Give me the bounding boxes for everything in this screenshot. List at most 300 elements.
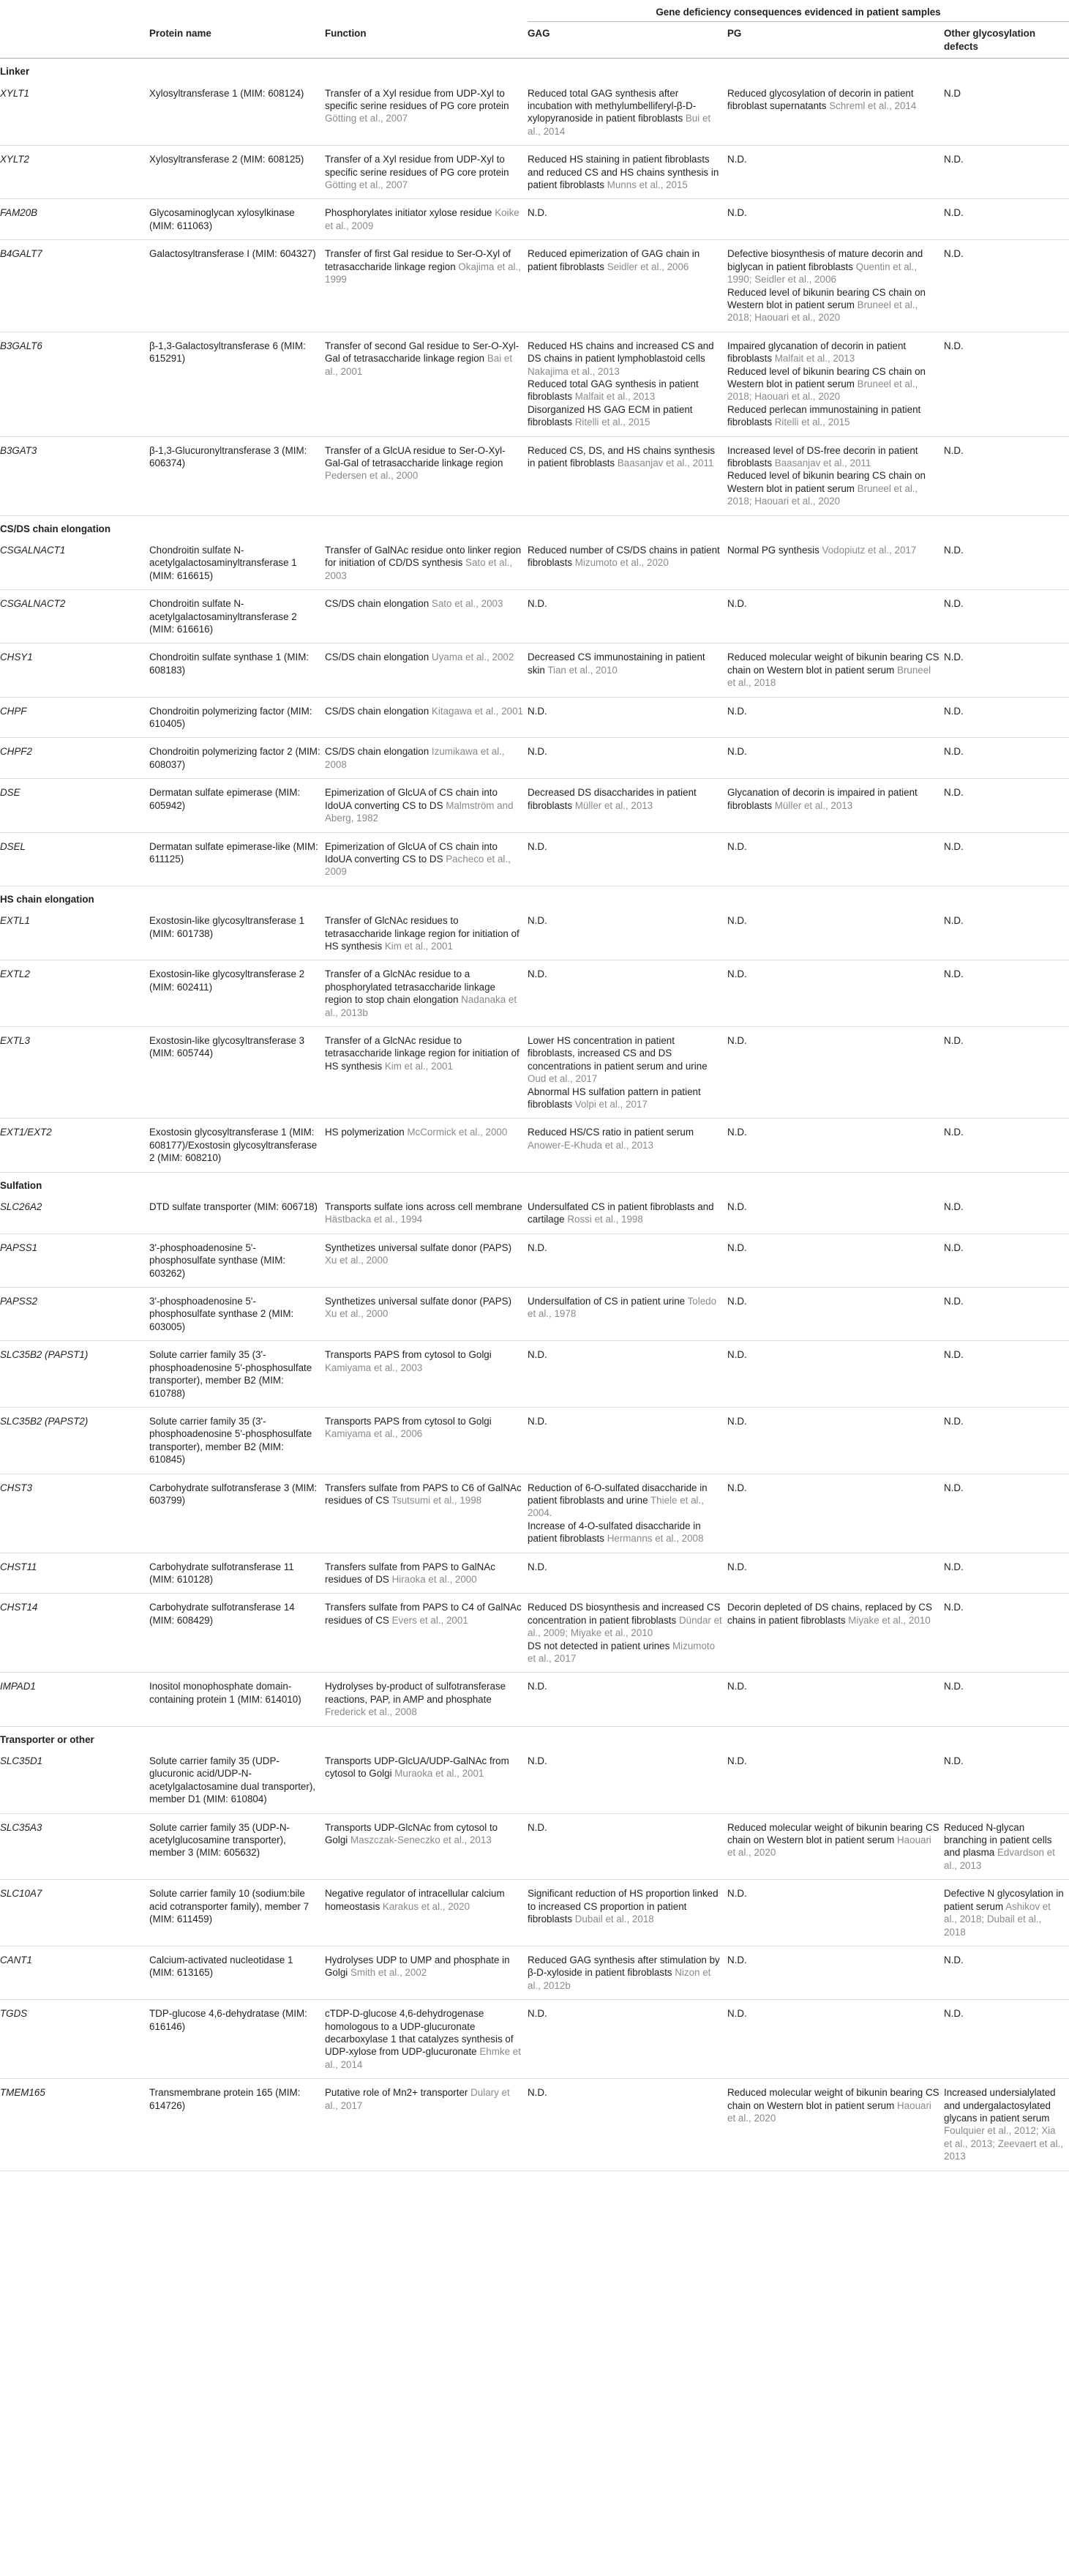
gag-entry <box>528 786 723 812</box>
function-entry-citation: Evers et al., 2001 <box>391 1614 468 1626</box>
pg-entry <box>727 1242 939 1254</box>
gag-entry-text: Reduced CS, DS, and HS chains synthesis in patient fibroblasts <box>528 444 716 468</box>
gag-entry <box>528 1887 723 1925</box>
function-entry <box>325 2007 523 2071</box>
protein-cell: Solute carrier family 35 (3'-phosphoadenosine 5'-phosphosulfate transporter), member B2 (MIM: 610788) <box>149 1341 325 1408</box>
other-entry-citation: Ashikov et al., 2018; Dubail et al., 2018 <box>944 1900 1051 1938</box>
pg-cell <box>727 1026 944 1118</box>
pg-entry-text: N.D. <box>727 968 747 980</box>
protein-cell: Calcium-activated nucleotidase 1 (MIM: 613165) <box>149 1946 325 1999</box>
function-entry-citation: Sato et al., 2003 <box>325 557 513 581</box>
function-cell <box>325 1233 528 1287</box>
gag-entry-citation: Müller et al., 2013 <box>574 799 653 811</box>
other-cell <box>944 2000 1069 2079</box>
pg-entry-text: Decorin depleted of DS chains, replaced by CS chains in patient fibroblasts <box>727 1602 932 1626</box>
gene-cell: CHPF2 <box>0 738 149 779</box>
function-cell <box>325 1026 528 1118</box>
gag-entry-text: Increase of 4-O-sulfated disaccharide in patient fibroblasts <box>528 1520 701 1545</box>
other-cell <box>944 1946 1069 1999</box>
function-cell <box>325 738 528 779</box>
other-entry-text: N.D. <box>944 968 964 980</box>
gene-cell: CANT1 <box>0 1946 149 1999</box>
gag-entry-text: N.D. <box>528 598 547 610</box>
protein-cell: β-1,3-Galactosyltransferase 6 (MIM: 615291) <box>149 332 325 436</box>
function-cell <box>325 1594 528 1673</box>
pg-entry-text: N.D. <box>727 1296 747 1307</box>
gag-entry-citation: Dündar et al., 2009; Miyake et al., 2010 <box>528 1614 722 1639</box>
other-entry-citation: Edvardson et al., 2013 <box>944 1847 1055 1871</box>
other-cell <box>944 738 1069 779</box>
pg-entry-text: N.D. <box>727 1482 747 1493</box>
section-header-row <box>0 1726 1069 1747</box>
gag-entry-text: N.D. <box>528 2087 547 2099</box>
other-cell <box>944 907 1069 960</box>
gag-entry-text: N.D. <box>528 1821 547 1833</box>
protein-cell: Solute carrier family 35 (UDP-glucuronic acid/UDP-N-acetylgalactosamine dual transporter), member D1 (MIM: 610804) <box>149 1747 325 1813</box>
gag-cell <box>528 146 727 199</box>
pg-entry <box>727 1755 939 1767</box>
gene-cell: CHPF <box>0 697 149 738</box>
function-entry-text: Transports UDP-GlcUA/UDP-GalNAc from cytosol to Golgi <box>325 1755 509 1780</box>
other-entry-text: N.D. <box>944 915 964 927</box>
other-entry-text: N.D. <box>944 1755 964 1767</box>
pg-entry-citation: Quentin et al., 1990; Seidler et al., 2006 <box>727 261 918 285</box>
protein-cell: Chondroitin polymerizing factor (MIM: 610405) <box>149 697 325 738</box>
gag-cell <box>528 436 727 515</box>
gag-cell <box>528 199 727 240</box>
function-entry-text: Transports PAPS from cytosol to Golgi <box>325 1415 492 1427</box>
function-entry-text: cTDP-D-glucose 4,6-dehydrogenase homologous to a UDP-glucuronate decarboxylase 1 that catalyzes synthesis of UDP-xylose from UDP-glucuronate <box>325 2008 514 2058</box>
pg-cell <box>727 1341 944 1408</box>
gag-entry-text: Disorganized HS GAG ECM in patient fibroblasts <box>528 403 693 428</box>
function-entry-citation: Izumikawa et al., 2008 <box>325 746 505 770</box>
gag-entry-text: N.D. <box>528 207 547 219</box>
gag-entry <box>528 206 723 219</box>
pg-entry-citation: Müller et al., 2013 <box>774 799 853 811</box>
gag-entry <box>528 597 723 610</box>
pg-entry <box>727 1295 939 1307</box>
table-row <box>0 1946 1069 1999</box>
other-cell <box>944 1594 1069 1673</box>
gag-cell <box>528 1119 727 1172</box>
function-entry-text: HS polymerization <box>325 1127 405 1138</box>
gag-entry <box>528 1415 723 1427</box>
table-row <box>0 1673 1069 1726</box>
pg-entry-text: N.D. <box>727 2008 747 2020</box>
table-row <box>0 643 1069 697</box>
other-entry-text: N.D. <box>944 705 964 717</box>
gag-entry-text: N.D. <box>528 840 547 852</box>
function-entry-citation: Pacheco et al., 2009 <box>325 853 511 878</box>
function-entry <box>325 444 523 482</box>
pg-cell <box>727 1288 944 1341</box>
other-entry-text: N.D. <box>944 340 964 351</box>
pg-entry <box>727 286 939 324</box>
pg-entry-text: Reduced molecular weight of bikunin bearing CS chain on Western blot in patient serum <box>727 1821 939 1846</box>
gag-entry-text: Reduced number of CS/DS chains in patient fibroblasts <box>528 545 720 569</box>
pg-entry-text: N.D. <box>727 1415 747 1427</box>
other-cell <box>944 537 1069 590</box>
gag-entry-text: N.D. <box>528 1755 547 1767</box>
gene-cell: CHSY1 <box>0 643 149 697</box>
gag-entry-text: DS not detected in patient urines <box>528 1640 670 1651</box>
pg-entry-text: N.D. <box>727 1034 747 1046</box>
gag-entry <box>528 745 723 758</box>
gag-entry-citation: Mizumoto et al., 2020 <box>574 557 669 569</box>
gag-entry-citation: Thiele et al., 2004. <box>528 1494 704 1519</box>
function-entry <box>325 1482 523 1507</box>
function-entry-citation: Uyama et al., 2002 <box>431 652 514 663</box>
gag-entry <box>528 1680 723 1692</box>
pg-entry-text: N.D. <box>727 1127 747 1138</box>
protein-cell: Dermatan sulfate epimerase-like (MIM: 611125) <box>149 832 325 886</box>
function-entry <box>325 1887 523 1913</box>
function-entry-text: Transfer of a GlcNAc residue to a phosphorylated tetrasaccharide linkage region to stop chain elongation <box>325 968 495 1006</box>
pg-entry <box>727 206 939 219</box>
function-entry-citation: Kamiyama et al., 2003 <box>325 1362 423 1373</box>
other-entry-text: N.D. <box>944 1201 964 1213</box>
function-entry-text: Transports UDP-GlcNAc from cytosol to Golgi <box>325 1821 498 1846</box>
pg-entry-text: N.D. <box>727 1349 747 1361</box>
gene-cell: SLC35A3 <box>0 1813 149 1880</box>
function-entry <box>325 2086 523 2112</box>
gag-entry-text: Reduced epimerization of GAG chain in patient fibroblasts <box>528 248 700 272</box>
function-entry-text: Transfer of first Gal residue to Ser-O-Xyl of tetrasaccharide linkage region <box>325 248 511 272</box>
function-entry-citation: Maszczak-Seneczko et al., 2013 <box>350 1834 492 1846</box>
pg-cell <box>727 1233 944 1287</box>
other-cell <box>944 1026 1069 1118</box>
function-cell <box>325 146 528 199</box>
other-cell <box>944 1193 1069 1233</box>
gag-entry <box>528 340 723 378</box>
gag-entry <box>528 1348 723 1361</box>
pg-entry-text: N.D. <box>727 1888 747 1900</box>
gene-cell: SLC10A7 <box>0 1880 149 1946</box>
function-entry-citation: Frederick et al., 2008 <box>325 1706 417 1718</box>
gene-cell: EXTL3 <box>0 1026 149 1118</box>
pg-cell <box>727 1193 944 1233</box>
gene-cell: PAPSS1 <box>0 1233 149 1287</box>
pg-cell <box>727 2000 944 2079</box>
pg-entry-text: N.D. <box>727 1201 747 1213</box>
table-row <box>0 1288 1069 1341</box>
function-cell <box>325 1193 528 1233</box>
gag-entry <box>528 403 723 429</box>
gag-entry <box>528 968 723 980</box>
protein-cell: Dermatan sulfate epimerase (MIM: 605942) <box>149 779 325 832</box>
protein-cell: Galactosyltransferase I (MIM: 604327) <box>149 240 325 332</box>
gag-entry <box>528 87 723 138</box>
function-entry-text: Transfer of a Xyl residue from UDP-Xyl to specific serine residues of PG core protein <box>325 87 509 112</box>
pg-entry-citation: Haouari et al., 2020 <box>727 1834 931 1859</box>
other-entry <box>944 1887 1065 1938</box>
pg-entry-text: Reduced level of bikunin bearing CS chain on Western blot in patient serum <box>727 286 926 310</box>
gag-entry-citation: Hermanns et al., 2008 <box>607 1533 704 1545</box>
function-entry-text: Synthetizes universal sulfate donor (PAPS) <box>325 1242 512 1253</box>
gag-cell <box>528 738 727 779</box>
pg-cell <box>727 537 944 590</box>
function-entry-text: Transfer of GalNAc residue onto linker region for initiation of CD/DS synthesis <box>325 545 522 569</box>
protein-cell: Chondroitin polymerizing factor 2 (MIM: 608037) <box>149 738 325 779</box>
other-cell <box>944 1341 1069 1408</box>
table-row <box>0 832 1069 886</box>
pg-cell <box>727 80 944 146</box>
function-entry <box>325 1201 523 1226</box>
gag-entry-text: N.D. <box>528 746 547 758</box>
function-cell <box>325 2000 528 2079</box>
table-row <box>0 590 1069 643</box>
gag-entry-citation: Malfait et al., 2013 <box>574 391 656 403</box>
gag-cell <box>528 332 727 436</box>
pg-entry-text: N.D. <box>727 1755 747 1767</box>
pg-entry-text: N.D. <box>727 1681 747 1692</box>
gag-cell <box>528 1474 727 1553</box>
protein-cell: Exostosin-like glycosyltransferase 1 (MIM: 601738) <box>149 907 325 960</box>
function-cell <box>325 1119 528 1172</box>
gene-cell: IMPAD1 <box>0 1673 149 1726</box>
section-header-row <box>0 515 1069 537</box>
gene-cell: CSGALNACT2 <box>0 590 149 643</box>
function-entry-text: Transfer of a GlcUA residue to Ser-O-Xyl-Gal-Gal of tetrasaccharide linkage region <box>325 444 506 468</box>
function-entry-text: Transports PAPS from cytosol to Golgi <box>325 1349 492 1361</box>
gag-cell <box>528 779 727 832</box>
pg-entry <box>727 544 939 556</box>
function-entry <box>325 1954 523 1979</box>
gag-entry-citation: Munns et al., 2015 <box>607 179 688 191</box>
pg-entry <box>727 1821 939 1859</box>
gag-cell <box>528 1673 727 1726</box>
other-entry-text: Increased undersialylated and undergalactosylated glycans in patient serum <box>944 2087 1056 2124</box>
pg-entry <box>727 87 939 113</box>
pg-entry <box>727 2007 939 2020</box>
gag-cell <box>528 590 727 643</box>
other-entry-text: N.D. <box>944 207 964 219</box>
gag-cell <box>528 832 727 886</box>
pg-entry-text: N.D. <box>727 1561 747 1572</box>
function-entry <box>325 597 523 610</box>
table-row <box>0 2079 1069 2170</box>
function-entry <box>325 1561 523 1586</box>
pg-entry <box>727 651 939 689</box>
function-entry-citation: Dulary et al., 2017 <box>325 2087 510 2111</box>
pg-entry <box>727 1601 939 1627</box>
function-cell <box>325 697 528 738</box>
function-cell <box>325 332 528 436</box>
function-entry-text: CS/DS chain elongation <box>325 705 430 717</box>
gag-entry-text: N.D. <box>528 705 547 717</box>
function-entry <box>325 1295 523 1321</box>
other-entry-text: Defective N glycosylation in patient serum <box>944 1888 1064 1912</box>
pg-cell <box>727 240 944 332</box>
pg-entry <box>727 1034 939 1047</box>
function-entry-text: Transfer of second Gal residue to Ser-O-Xyl-Gal of tetrasaccharide linkage region <box>325 340 520 365</box>
gag-entry-citation: Dubail et al., 2018 <box>574 1914 654 1925</box>
gag-cell <box>528 1233 727 1287</box>
column-header-row <box>0 22 1069 59</box>
pg-entry <box>727 2086 939 2124</box>
function-entry <box>325 745 523 771</box>
other-cell <box>944 1407 1069 1474</box>
function-cell <box>325 779 528 832</box>
other-entry <box>944 1821 1065 1873</box>
function-entry <box>325 206 523 232</box>
function-entry-citation: Karakus et al., 2020 <box>382 1900 470 1912</box>
column-header-other: Other glycosylation defects <box>944 22 1069 59</box>
gag-cell <box>528 1341 727 1408</box>
pg-entry-text: N.D. <box>727 840 747 852</box>
other-cell <box>944 590 1069 643</box>
section-header-row <box>0 1172 1069 1193</box>
function-cell <box>325 80 528 146</box>
pg-entry-text: N.D. <box>727 154 747 165</box>
table-row <box>0 537 1069 590</box>
gag-cell <box>528 1407 727 1474</box>
pg-entry <box>727 1482 939 1494</box>
protein-cell: Xylosyltransferase 2 (MIM: 608125) <box>149 146 325 199</box>
table-row <box>0 80 1069 146</box>
gene-cell: B4GALT7 <box>0 240 149 332</box>
gag-entry-text: Significant reduction of HS proportion linked to increased CS proportion in patient fibroblasts <box>528 1888 719 1925</box>
pg-entry-text: Reduced glycosylation of decorin in patient fibroblast supernatants <box>727 87 914 112</box>
other-cell <box>944 1553 1069 1594</box>
gene-cell: XYLT2 <box>0 146 149 199</box>
pg-entry <box>727 786 939 812</box>
function-entry <box>325 87 523 125</box>
pg-entry <box>727 1561 939 1573</box>
function-cell <box>325 1553 528 1594</box>
other-entry-text: N.D. <box>944 1954 964 1965</box>
pg-entry <box>727 403 939 429</box>
function-cell <box>325 537 528 590</box>
other-entry-citation: Foulquier et al., 2012; Xia et al., 2013; Zeevaert et al., 2013 <box>944 2125 1064 2162</box>
table-row <box>0 1813 1069 1880</box>
pg-entry <box>727 914 939 927</box>
gag-cell <box>528 1026 727 1118</box>
pg-entry <box>727 1348 939 1361</box>
gag-cell <box>528 1594 727 1673</box>
pg-cell <box>727 779 944 832</box>
protein-cell: Carbohydrate sulfotransferase 14 (MIM: 608429) <box>149 1594 325 1673</box>
section-title: CS/DS chain elongation <box>0 523 111 534</box>
gene-cell: CHST11 <box>0 1553 149 1594</box>
other-cell <box>944 1288 1069 1341</box>
pg-entry-text: Impaired glycanation of decorin in patient fibroblasts <box>727 340 907 365</box>
table-body <box>0 59 1069 2170</box>
protein-cell: Solute carrier family 35 (3'-phosphoadenosine 5'-phosphosulfate transporter), member B2 (MIM: 610845) <box>149 1407 325 1474</box>
protein-cell: Glycosaminoglycan xylosylkinase (MIM: 611063) <box>149 199 325 240</box>
protein-cell: Carbohydrate sulfotransferase 3 (MIM: 603799) <box>149 1474 325 1553</box>
pg-cell <box>727 332 944 436</box>
pg-entry-text: Reduced level of bikunin bearing CS chain on Western blot in patient serum <box>727 365 926 389</box>
gag-entry-text: Reduced HS/CS ratio in patient serum <box>528 1127 694 1138</box>
gag-entry-text: Decreased CS immunostaining in patient skin <box>528 652 705 676</box>
gene-cell: TGDS <box>0 2000 149 2079</box>
function-cell <box>325 907 528 960</box>
gag-cell <box>528 907 727 960</box>
gag-entry-text: N.D. <box>528 1681 547 1692</box>
protein-cell: Carbohydrate sulfotransferase 11 (MIM: 610128) <box>149 1553 325 1594</box>
function-entry-text: Epimerization of GlcUA of CS chain into IdoUA converting CS to DS <box>325 840 498 865</box>
group-header: Gene deficiency consequences evidenced in patient samples <box>528 6 1069 22</box>
pg-entry-citation: Baasanjav et al., 2011 <box>774 457 871 468</box>
gag-entry-text: Reduced GAG synthesis after stimulation by β-D-xyloside in patient fibroblasts <box>528 1954 720 1979</box>
other-cell <box>944 1673 1069 1726</box>
function-cell <box>325 436 528 515</box>
gag-entry-text: Decreased DS disaccharides in patient fibroblasts <box>528 787 697 811</box>
function-entry-text: Transfer of a GlcNAc residue to tetrasaccharide linkage region for initiation of HS synthesis <box>325 1034 520 1072</box>
gag-entry <box>528 2007 723 2020</box>
gag-entry-text: N.D. <box>528 1349 547 1361</box>
gag-entry <box>528 1640 723 1665</box>
gag-entry <box>528 1954 723 1992</box>
pg-entry-citation: Schreml et al., 2014 <box>829 100 917 112</box>
function-entry <box>325 786 523 824</box>
gag-entry <box>528 1482 723 1520</box>
table-row <box>0 146 1069 199</box>
function-cell <box>325 590 528 643</box>
other-entry-text: N.D. <box>944 1482 964 1493</box>
pg-entry <box>727 840 939 853</box>
pg-entry <box>727 444 939 470</box>
other-entry-text: N.D. <box>944 1349 964 1361</box>
pg-cell <box>727 1813 944 1880</box>
gag-entry-text: Reduced HS staining in patient fibroblasts and reduced CS and HS chains synthesis in patient fibroblasts <box>528 154 719 191</box>
gag-entry-citation: Oud et al., 2017 <box>528 1073 598 1085</box>
pg-cell <box>727 960 944 1027</box>
function-cell <box>325 1673 528 1726</box>
function-entry <box>325 153 523 191</box>
pg-cell <box>727 1673 944 1726</box>
pg-cell <box>727 1946 944 1999</box>
pg-entry <box>727 968 939 980</box>
gag-entry <box>528 153 723 191</box>
pg-entry <box>727 153 939 165</box>
function-entry-text: Transfers sulfate from PAPS to C6 of GalNAc residues of CS <box>325 1482 522 1506</box>
function-cell <box>325 832 528 886</box>
other-entry-text: N.D. <box>944 1415 964 1427</box>
function-entry <box>325 1821 523 1847</box>
other-entry-text: N.D. <box>944 652 964 663</box>
pg-entry-citation: Bruneel et al., 2018 <box>727 664 931 689</box>
function-entry <box>325 1601 523 1627</box>
function-cell <box>325 1474 528 1553</box>
other-cell <box>944 1813 1069 1880</box>
other-cell <box>944 2079 1069 2170</box>
gag-entry-citation: Tian et al., 2010 <box>547 664 618 676</box>
function-entry-text: Negative regulator of intracellular calcium homeostasis <box>325 1888 505 1912</box>
section-title: Sulfation <box>0 1179 42 1191</box>
pg-entry-text: Reduced perlecan immunostaining in patient fibroblasts <box>727 403 921 428</box>
pg-entry <box>727 1887 939 1900</box>
gag-entry <box>528 1201 723 1226</box>
pg-entry-citation: Miyake et al., 2010 <box>848 1614 931 1626</box>
gene-cell: B3GALT6 <box>0 332 149 436</box>
gag-entry-citation: Anower-E-Khuda et al., 2013 <box>528 1139 653 1151</box>
protein-cell: Exostosin-like glycosyltransferase 2 (MIM: 602411) <box>149 960 325 1027</box>
gene-cell: DSE <box>0 779 149 832</box>
gag-entry-citation: Ritelli et al., 2015 <box>574 417 650 428</box>
gag-entry-citation: Bui et al., 2014 <box>528 113 711 137</box>
gag-cell <box>528 1747 727 1813</box>
gag-entry <box>528 544 723 570</box>
other-cell <box>944 960 1069 1027</box>
protein-cell: Exostosin-like glycosyltransferase 3 (MIM: 605744) <box>149 1026 325 1118</box>
function-entry-citation: Koike et al., 2009 <box>325 207 520 231</box>
other-cell <box>944 1747 1069 1813</box>
function-entry <box>325 340 523 378</box>
function-entry <box>325 651 523 663</box>
pg-entry-text: Normal PG synthesis <box>727 545 819 556</box>
